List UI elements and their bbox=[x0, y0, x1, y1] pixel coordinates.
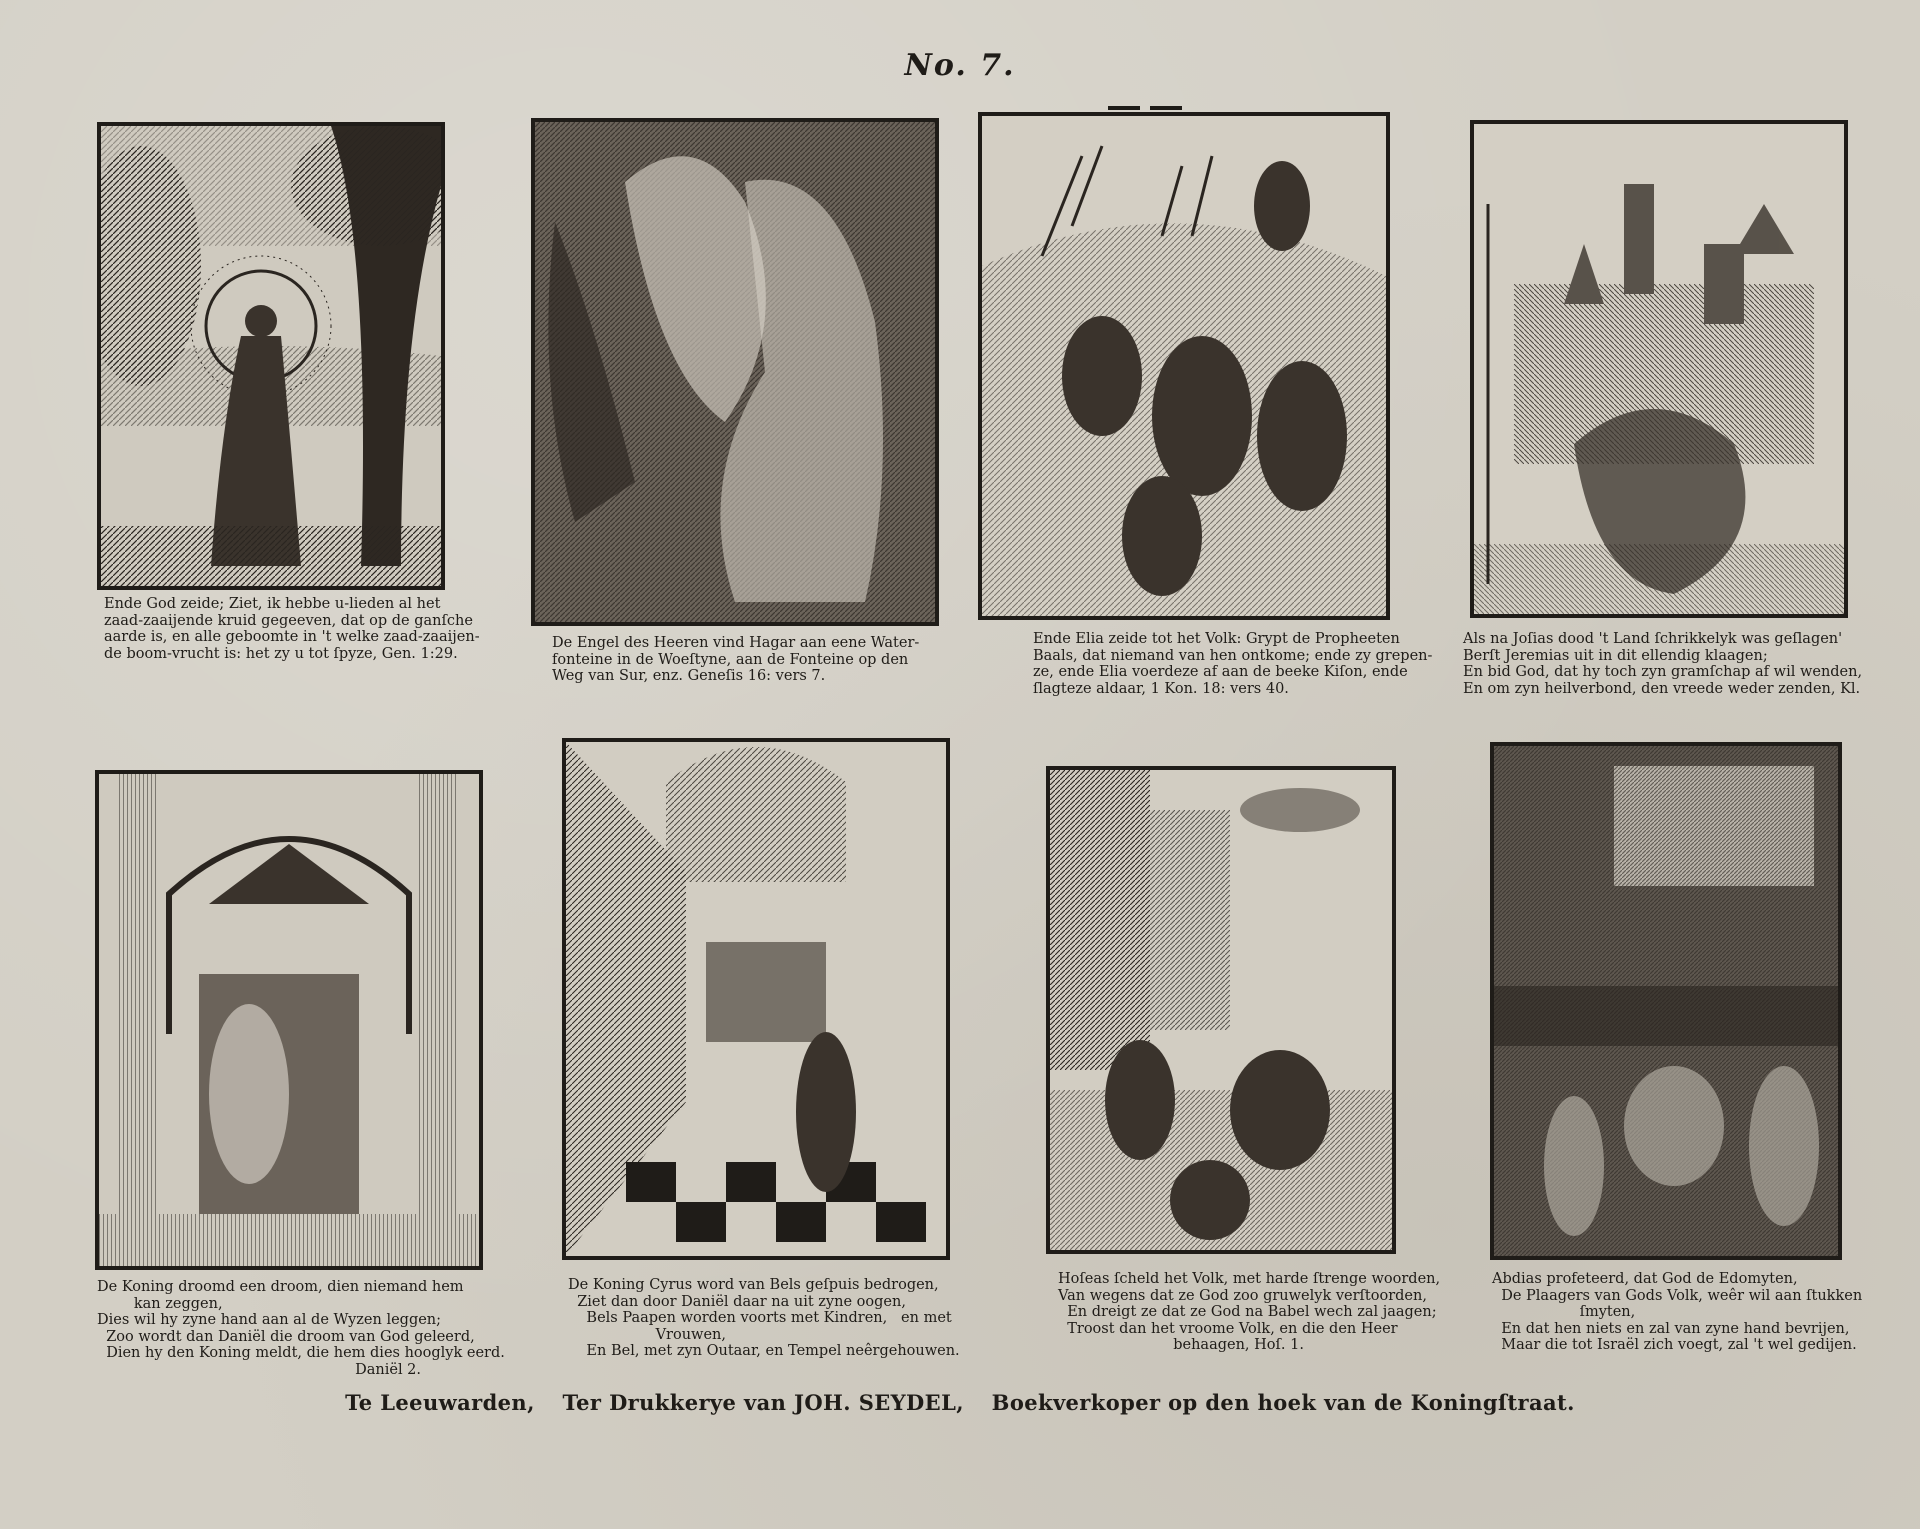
imprint-line bbox=[0, 1390, 1920, 1415]
imprint-address: Boekverkoper op den hoek van de Koningſtraat. bbox=[991, 1390, 1575, 1415]
woodcut-bel-temple bbox=[562, 738, 950, 1260]
panel-2-caption: De Engel des Heeren vind Hagar aan eene Water- fonteine in de Woeſtyne, aan de Fonteine op den Weg van Sur, enz. Geneſis 16: vers 7. bbox=[552, 635, 920, 684]
panel-1-caption: Ende God zeide; Ziet, ik hebbe u-lieden al het zaad-zaaijende kruid gegeeven, dat op de ganſche aarde is, en alle geboomte in 't welke zaad-zaaijen- de boom-vrucht is: het zy u tot ſpyze, Gen. 1:29. bbox=[104, 596, 480, 662]
decorative-rule bbox=[1108, 106, 1140, 110]
woodcut-hosea-and-people bbox=[1046, 766, 1396, 1254]
sheet-number: No. 7. bbox=[904, 48, 1016, 83]
imprint-printer: Ter Drukkerye van JOH. SEYDEL, bbox=[562, 1390, 964, 1415]
woodcut-nebuchadnezzar-dream bbox=[95, 770, 483, 1270]
panel-5-caption: De Koning droomd een droom, dien niemand hem kan zeggen, Dies wil hy zyne hand aan al de Wyzen leggen; Zoo wordt dan Daniël die droom van God geleerd, Dien hy den Koning meldt, die hem dies hooglyk eerd. Daniël 2. bbox=[97, 1279, 505, 1378]
woodcut-angel-and-hagar bbox=[531, 118, 939, 626]
decorative-rule bbox=[1150, 106, 1182, 110]
woodcut-god-in-garden bbox=[97, 122, 445, 590]
woodcut-elijah-and-prophets bbox=[978, 112, 1390, 620]
woodcut-obadiah-assembly bbox=[1490, 742, 1842, 1260]
panel-3-caption: Ende Elia zeide tot het Volk: Grypt de Propheeten Baals, dat niemand van hen ontkome; ende zy grepen- ze, ende Elia voerdeze af aan de beeke Kiſon, ende ſlagteze aldaar, 1 Kon. 18: vers 40. bbox=[1033, 631, 1433, 697]
imprint-place: Te Leeuwarden, bbox=[345, 1390, 535, 1415]
woodcut-jeremiah-lamenting bbox=[1470, 120, 1848, 618]
panel-6-caption: De Koning Cyrus word van Bels geſpuis bedrogen, Ziet dan door Daniël daar na uit zyne oogen, Bels Paapen worden voorts met Kindren, en met Vrouwen, En Bel, met zyn Outaar, en Tempel neêrgehouwen. bbox=[568, 1277, 960, 1359]
panel-7-caption: Hoſeas ſcheld het Volk, met harde ſtrenge woorden, Van wegens dat ze God zoo gruwelyk verſtoorden, En dreigt ze dat ze God na Babel wech zal jaagen; Troost dan het vroome Volk, en die den Heer behaagen, Hoſ. 1. bbox=[1058, 1271, 1441, 1353]
panel-8-caption: Abdias profeteerd, dat God de Edomyten, De Plaagers van Gods Volk, weêr wil aan ſtukken ſmyten, En dat hen niets en zal van zyne hand bevrijen, Maar die tot Israël zich voegt, zal 't wel gedijen. bbox=[1492, 1271, 1863, 1353]
panel-4-caption: Als na Joſias dood 't Land ſchrikkelyk was geſlagen' Berſt Jeremias uit in dit ellendig klaagen; En bid God, dat hy toch zyn gramſchap af wil wenden, En om zyn heilverbond, den vreede weder zenden, Kl. bbox=[1463, 631, 1863, 697]
